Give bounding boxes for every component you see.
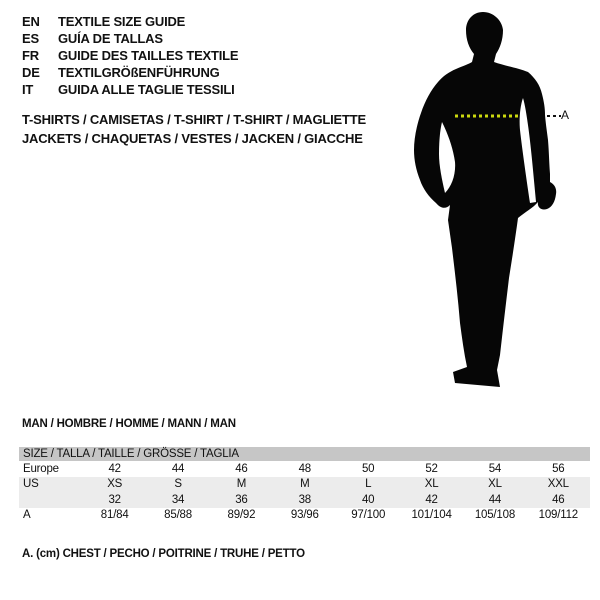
table-row-europe [19, 461, 590, 477]
size-cell: 93/96 [290, 509, 319, 522]
size-cell: 44 [488, 493, 502, 506]
size-cell: 48 [298, 462, 312, 475]
language-code: FR [22, 48, 39, 63]
man-silhouette-figure [405, 8, 580, 398]
size-cell: 38 [298, 493, 312, 506]
language-row-it [22, 81, 238, 98]
language-code: DE [22, 65, 40, 80]
table-row-chest-a [19, 508, 590, 524]
size-cell: M [236, 478, 247, 491]
size-cell: XL [488, 478, 502, 491]
language-label: TEXTILE SIZE GUIDE [58, 14, 186, 29]
garment-categories [22, 111, 366, 148]
size-cell: 40 [361, 493, 375, 506]
size-table-header: SIZE / TALLA / TAILLE / GRÖSSE / TAGLIA [19, 447, 590, 461]
language-label: GUÍA DE TALLAS [58, 31, 163, 46]
size-cell: XS [107, 478, 123, 491]
size-cell: 56 [552, 462, 565, 475]
size-cell: 50 [361, 462, 375, 475]
size-cell: 42 [425, 493, 438, 506]
table-row-us [19, 477, 590, 493]
row-label: A [23, 509, 31, 522]
man-silhouette [405, 8, 580, 398]
size-cell: 32 [108, 493, 121, 506]
size-cell: 105/108 [474, 509, 516, 522]
section-title-man: MAN / HOMBRE / HOMME / MANN / MAN [22, 418, 236, 430]
size-cell: 97/100 [351, 509, 386, 522]
size-cell: 42 [108, 462, 121, 475]
table-row-numeric [19, 492, 590, 508]
language-row-en [22, 13, 238, 30]
language-label: TEXTILGRÖßENFÜHRUNG [58, 65, 220, 80]
language-code: EN [22, 14, 40, 29]
row-label: Europe [23, 462, 59, 475]
size-cell: 101/104 [411, 509, 452, 522]
size-cell: 36 [235, 493, 248, 506]
language-row-fr [22, 47, 238, 64]
size-cell: XL [424, 478, 439, 491]
measurement-footnote: A. (cm) CHEST / PECHO / POITRINE / TRUHE / PETTO [22, 548, 305, 560]
size-table [19, 447, 590, 523]
language-list [22, 13, 238, 98]
size-cell: 44 [171, 462, 185, 475]
size-cell: XXL [547, 478, 569, 491]
size-cell: 46 [235, 462, 248, 475]
size-cell: S [174, 478, 182, 491]
row-label: US [23, 478, 39, 491]
size-cell: M [300, 478, 310, 491]
size-cell: 52 [425, 462, 438, 475]
language-row-de [22, 64, 238, 81]
size-cell: 54 [488, 462, 502, 475]
size-cell: L [365, 478, 372, 491]
size-cell: 46 [552, 493, 565, 506]
measure-label-a: A [561, 108, 570, 122]
language-code: ES [22, 31, 39, 46]
language-label: GUIDE DES TAILLES TEXTILE [58, 48, 239, 63]
language-label: GUIDA ALLE TAGLIE TESSILI [58, 82, 235, 97]
category-line-tshirts: T-SHIRTS / CAMISETAS / T-SHIRT / T-SHIRT / MAGLIETTE [22, 112, 366, 127]
size-cell: 89/92 [227, 509, 256, 522]
size-cell: 85/88 [164, 509, 192, 522]
language-row-es [22, 30, 238, 47]
size-cell: 81/84 [100, 509, 129, 522]
language-code: IT [22, 82, 34, 97]
category-line-jackets: JACKETS / CHAQUETAS / VESTES / JACKEN / GIACCHE [22, 130, 363, 146]
size-cell: 109/112 [538, 509, 578, 522]
size-cell: 34 [171, 493, 185, 506]
